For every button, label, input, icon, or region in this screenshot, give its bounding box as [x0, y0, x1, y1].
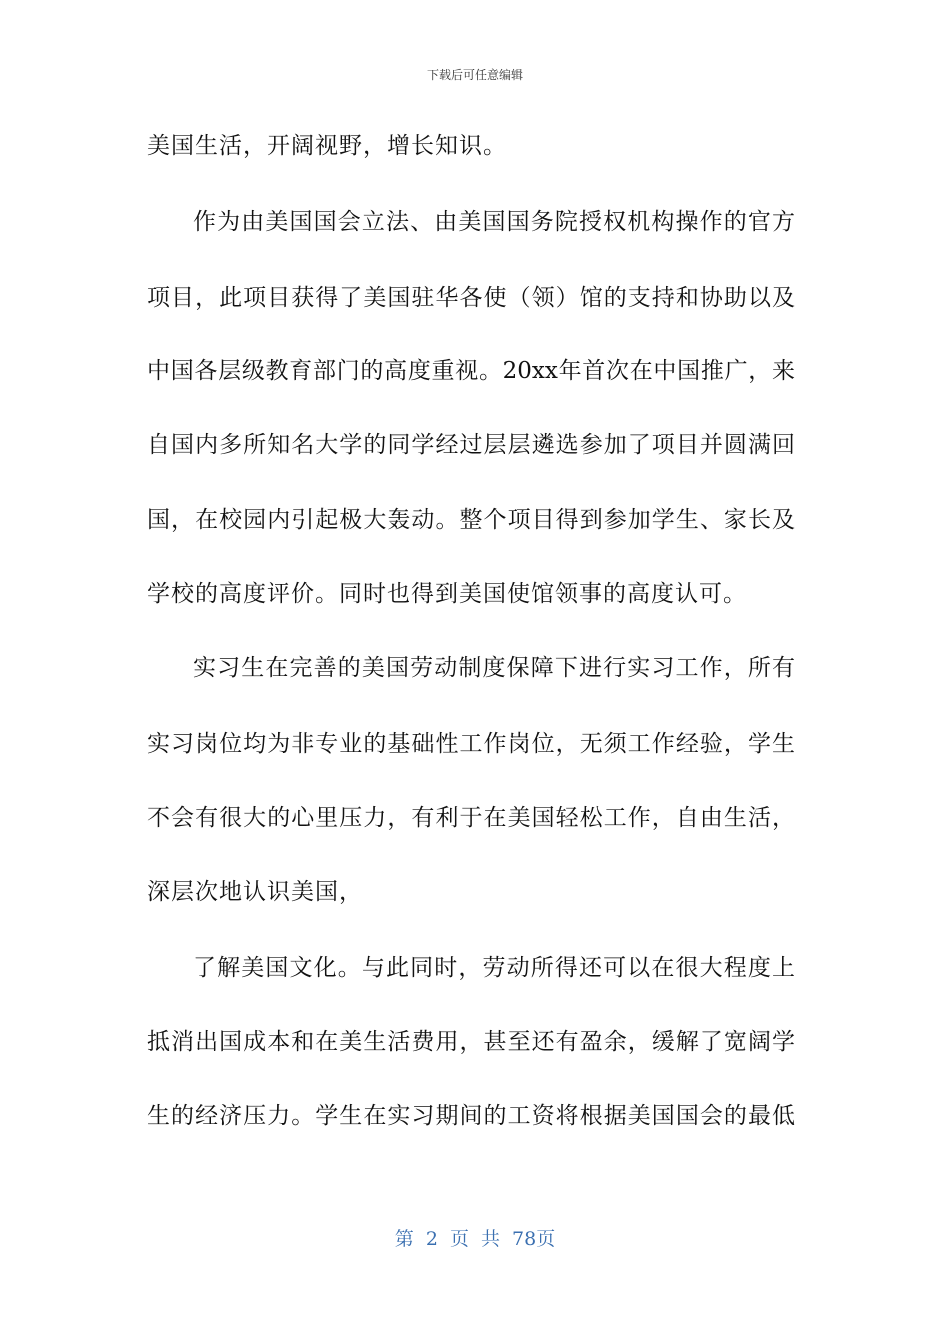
- text-line: 生的经济压力。学生在实习期间的工资将根据美国国会的最低: [147, 1103, 795, 1129]
- text-line: 项目，此项目获得了美国驻华各使（领）馆的支持和协助以及: [147, 285, 795, 311]
- text-line: 作为由美国国会立法、由美国国务院授权机构操作的官方: [193, 209, 795, 235]
- text-line: 中国各层级教育部门的高度重视。20xx年首次在中国推广，来: [147, 358, 795, 384]
- text-line: 深层次地认识美国，: [147, 879, 363, 905]
- page-footer: 第 2 页 共 78页: [394, 1228, 556, 1250]
- text-line: 自国内多所知名大学的同学经过层层遴选参加了项目并圆满回: [147, 432, 795, 458]
- text-line: 了解美国文化。与此同时，劳动所得还可以在很大程度上: [193, 955, 795, 981]
- page-header: 下载后可任意编辑: [426, 68, 523, 82]
- text-line: 国，在校园内引起极大轰动。整个项目得到参加学生、家长及: [147, 507, 795, 533]
- text-line: 实习生在完善的美国劳动制度保障下进行实习工作，所有: [193, 655, 795, 681]
- text-line: 美国生活，开阔视野，增长知识。: [147, 133, 507, 159]
- text-line: 学校的高度评价。同时也得到美国使馆领事的高度认可。: [147, 581, 747, 607]
- text-line: 抵消出国成本和在美生活费用，甚至还有盈余，缓解了宽阔学: [147, 1029, 795, 1055]
- text-line: 不会有很大的心里压力，有利于在美国轻松工作，自由生活，: [147, 805, 795, 831]
- text-line: 实习岗位均为非专业的基础性工作岗位，无须工作经验，学生: [147, 731, 795, 757]
